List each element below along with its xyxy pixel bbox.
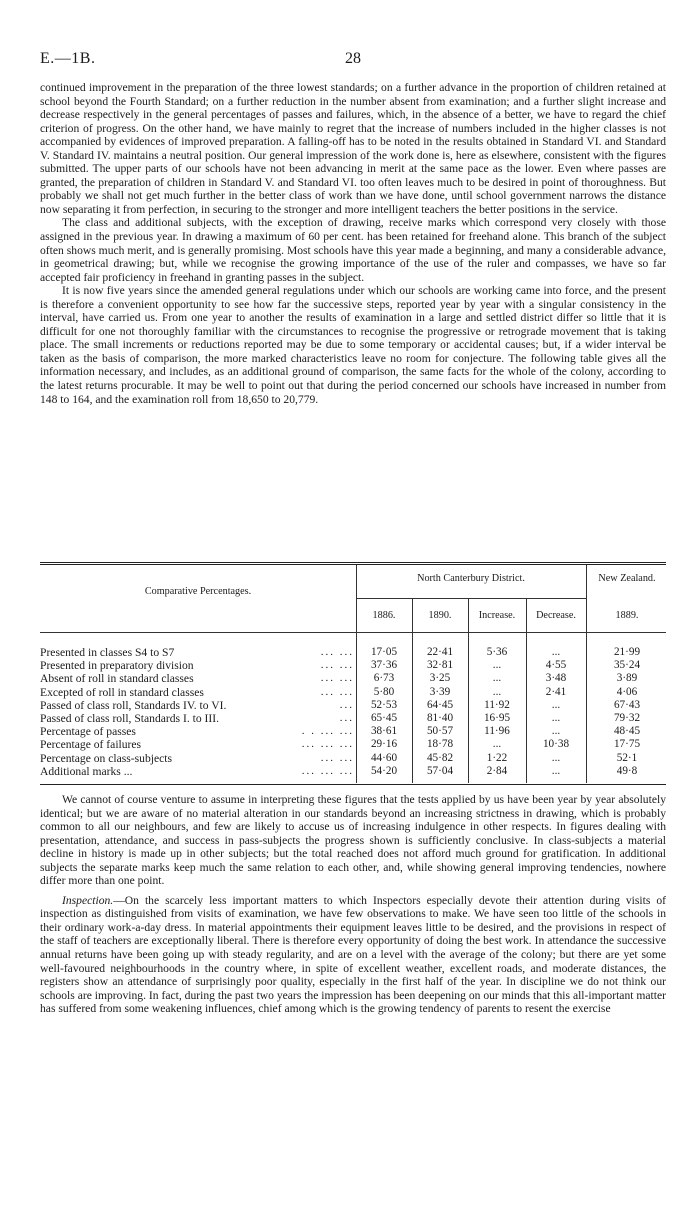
table-cell: 10·38: [542, 738, 570, 751]
dot-leader: ... ...: [320, 672, 354, 685]
dot-leader: ... ...: [320, 751, 354, 764]
row-label: Passed of class roll, Standards I. to III.: [40, 712, 220, 725]
table-cell: ...: [551, 698, 561, 711]
table-cell: 2·84: [486, 764, 508, 777]
group-header: North Canterbury District.: [417, 573, 525, 584]
column-divider: [586, 565, 587, 783]
table-cell: 11·92: [484, 698, 510, 711]
table-bottom-rule: [40, 784, 666, 785]
table-top-rule: [40, 564, 666, 565]
table-top-rule: [40, 562, 666, 563]
table-cell: ...: [551, 751, 561, 764]
body-text-upper: [40, 81, 666, 406]
table-cell: ...: [551, 764, 561, 777]
table-cell: 65·45: [370, 712, 398, 724]
table-cell: ...: [551, 725, 561, 738]
table-cell: 3·25: [429, 672, 451, 685]
table-cell: 29·16: [370, 738, 398, 751]
table-cell: 52·1: [616, 751, 638, 764]
row-label: Percentage of failures: [40, 738, 142, 752]
column-header-1890: 1890.: [428, 610, 452, 621]
row-label: Percentage of passes: [40, 725, 136, 739]
table-cell: 5·80: [373, 685, 395, 698]
table-cell: 54·20: [370, 764, 398, 777]
row-label: Presented in classes S4 to S7: [40, 646, 175, 659]
table-cell: 64·45: [426, 698, 454, 711]
header-rule: [40, 632, 666, 633]
table-cell: 22·41: [426, 646, 454, 658]
table-cell: 1·22: [486, 751, 508, 764]
table-cell: 49·8: [616, 764, 638, 777]
table-cell: 52·53: [370, 698, 398, 711]
dot-leader: ... ... ...: [301, 738, 354, 751]
table-cell: 50·57: [426, 725, 454, 738]
row-label: Additional marks ...: [40, 764, 133, 778]
row-label: Presented in preparatory division: [40, 659, 194, 673]
paragraph: The class and additional subjects, with the exception of drawing, receive marks which correspond very closely with those assigned in the previous year. In drawing a maximum of 60 per cent. has been retained for freehand alone. This branch of the subject often shows much merit, and is generally promising. Most schools have this year made a beginning, and many a considerable advance, in geometrical drawing; but, while we recognise the growing importance of the use of the ruler and compasses, we have so far accepted fair proficiency in freehand in granting passes in the subject.: [40, 216, 666, 284]
table-cell: 81·40: [426, 712, 454, 724]
page-header: [40, 50, 666, 70]
table-cell: 48·45: [613, 725, 641, 738]
table-cell: 37·36: [370, 659, 398, 672]
table-cell: 3·89: [616, 672, 638, 685]
header-rule: [356, 598, 586, 599]
body-text-lower: [40, 793, 666, 1016]
table-cell: ...: [492, 738, 502, 751]
row-label: Excepted of roll in standard classes: [40, 685, 204, 699]
table-cell: 32·81: [426, 659, 454, 672]
table-cell: 17·05: [370, 646, 398, 658]
dot-leader: ... ...: [320, 646, 354, 658]
table-cell: ...: [551, 646, 561, 658]
table-cell: 11·96: [484, 725, 510, 738]
table-cell: ...: [492, 685, 502, 698]
table-cell: 3·39: [429, 685, 451, 698]
table-cell: 67·43: [613, 698, 641, 711]
section-heading-inspection: Inspection.: [62, 893, 114, 907]
document-reference: E.—1B.: [40, 50, 96, 67]
table-cell: 17·75: [613, 738, 641, 751]
table-cell: 35·24: [613, 659, 641, 672]
column-header-1889: 1889.: [615, 610, 639, 621]
table-cell: 38·61: [370, 725, 398, 738]
paragraph: continued improvement in the preparation of the three lowest standards; on a further advance in the proportion of children retained at school beyond the Fourth Standard; on a further reduction in the number absent from examination; and a further slight increase and decrease respectively in the general percentages of passes and failures, which, in the absence of a better, we have to regard the chief criterion of progress. On the other hand, we have mainly to regret that the increase of numbers included in the higher classes is not accompanied by evidences of improved preparation. A falling-off has to be noted in the results obtained in Standard VI. and Standard V. Standard IV. maintains a neutral position. Our general impression of the work done is, here as elsewhere, consistent with the figures submitted. The upper parts of our schools have not been advancing in merit at the same pace as the lower. Even where passes are granted, the preparation of children in Standard V. and Standard VI. too often leaves much to be desired in point of thoroughness. But probably we shall not get much further in the better class of work than we have done, until school government narrows the distance now separating it from perfection, in securing to the stronger and more intelligent teachers the better positions in the service.: [40, 81, 666, 216]
stub-header: Comparative Percentages.: [144, 586, 252, 597]
column-header-decrease: Decrease.: [536, 610, 576, 621]
row-label: Absent of roll in standard classes: [40, 672, 194, 686]
table-cell: 57·04: [426, 764, 454, 777]
dot-leader: ... ...: [320, 685, 354, 698]
table-cell: 21·99: [613, 646, 641, 658]
table-cell: 18·78: [426, 738, 454, 751]
table-cell: 5·36: [486, 646, 508, 658]
paragraph: It is now five years since the amended general regulations under which our schools are working came into force, and the present is therefore a convenient opportunity to see how far the successive steps, reported year by year with a singular consistency in the interval, have carried us. From one year to another the results of examination in a large and settled district differ so little that it is difficult for one not thoroughly familiar with the circumstances to recognise the progressive or retrograde movement that is taking place. The small increments or reductions reported may be due to some temporary or accidental causes; but, if a wider interval be taken as the basis of comparison, the more marked characteristics leave no room for conjecture. The following table gives all the information necessary, and includes, as an additional ground of comparison, the same facts for the whole of the colony, according to the latest returns procurable. It may be well to point out that during the period concerned our schools have increased in number from 148 to 164, and the examination roll from 18,650 to 20,779.: [40, 284, 666, 406]
table-cell: 4·55: [545, 659, 567, 672]
table-cell: 2·41: [545, 685, 567, 698]
column-header-1886: 1886.: [372, 610, 396, 621]
dot-leader: ...: [339, 712, 354, 724]
column-header-increase: Increase.: [478, 610, 516, 621]
table-cell: 79·32: [613, 712, 641, 724]
table-cell: 45·82: [426, 751, 454, 764]
table-cell: ...: [492, 659, 502, 672]
paragraph: [40, 894, 666, 1016]
table-cell: 3·48: [545, 672, 567, 685]
dot-leader: ... ... ...: [301, 764, 354, 777]
paragraph-body: We cannot of course venture to assume in interpreting these figures that the tests applied by us have been year by year absolutely identical; but we are aware of no material alteration in our standards beyond an increasing strictness in drawing, which is probably common to all our neighbours, and few are likely to accuse us of increasing indulgence in other respects. In figures dealing with presentation, attendance, and success in pass-subjects the progress shown is sufficiently conclusive. In class-subjects a material decline in history is made up in other subjects; but the total reached does not afford much ground for gratification. In additional subjects the separate marks keep much the same relation to each other, and, while showing general improving tendencies, nowhere differ more than one point.: [40, 793, 666, 888]
table-cell: 4·06: [616, 685, 638, 698]
paragraph: [40, 793, 666, 888]
table-cell: 16·95: [483, 712, 511, 724]
table-cell: ...: [551, 712, 561, 724]
new-zealand-header: New Zealand.: [598, 573, 656, 584]
row-label: Percentage on class-subjects: [40, 751, 172, 765]
dot-leader: ... ...: [320, 659, 354, 672]
table-cell: ...: [492, 672, 502, 685]
table-cell: 6·73: [373, 672, 395, 685]
dot-leader: . . ... ...: [301, 725, 354, 738]
table-cell: 44·60: [370, 751, 398, 764]
dot-leader: ...: [339, 698, 354, 711]
page-number: 28: [345, 50, 361, 67]
paragraph-body: —On the scarcely less important matters to which Inspectors especially devote their attention during visits of inspection as distinguished from visits of examination, we have few observations to make. We have seen too little of the schools in their ordinary work-a-day dress. In material appointments their equipment leaves little to be desired, and the provisions in respect of the staff of teachers are exceptionally liberal. There is therefore every opportunity of doing the best work. In attendance the successive annual returns have been going up with steady regularity, and are on a level with the average of the colony; but there are yet some well-favoured neighbourhoods in the country where, in spite of excellent weather, excellent roads, and moderate distances, the registers show an attendance of surprisingly poor quality, especially in the first half of the year. In discipline we do not think our schools are improving. In fact, during the past two years the impression has been deepening on our minds that this all-important matter has suffered from some weakening influences, chief among which is the growing tendency of parents to resent the exercise: [40, 893, 666, 1016]
row-label: Passed of class roll, Standards IV. to VI.: [40, 698, 227, 712]
